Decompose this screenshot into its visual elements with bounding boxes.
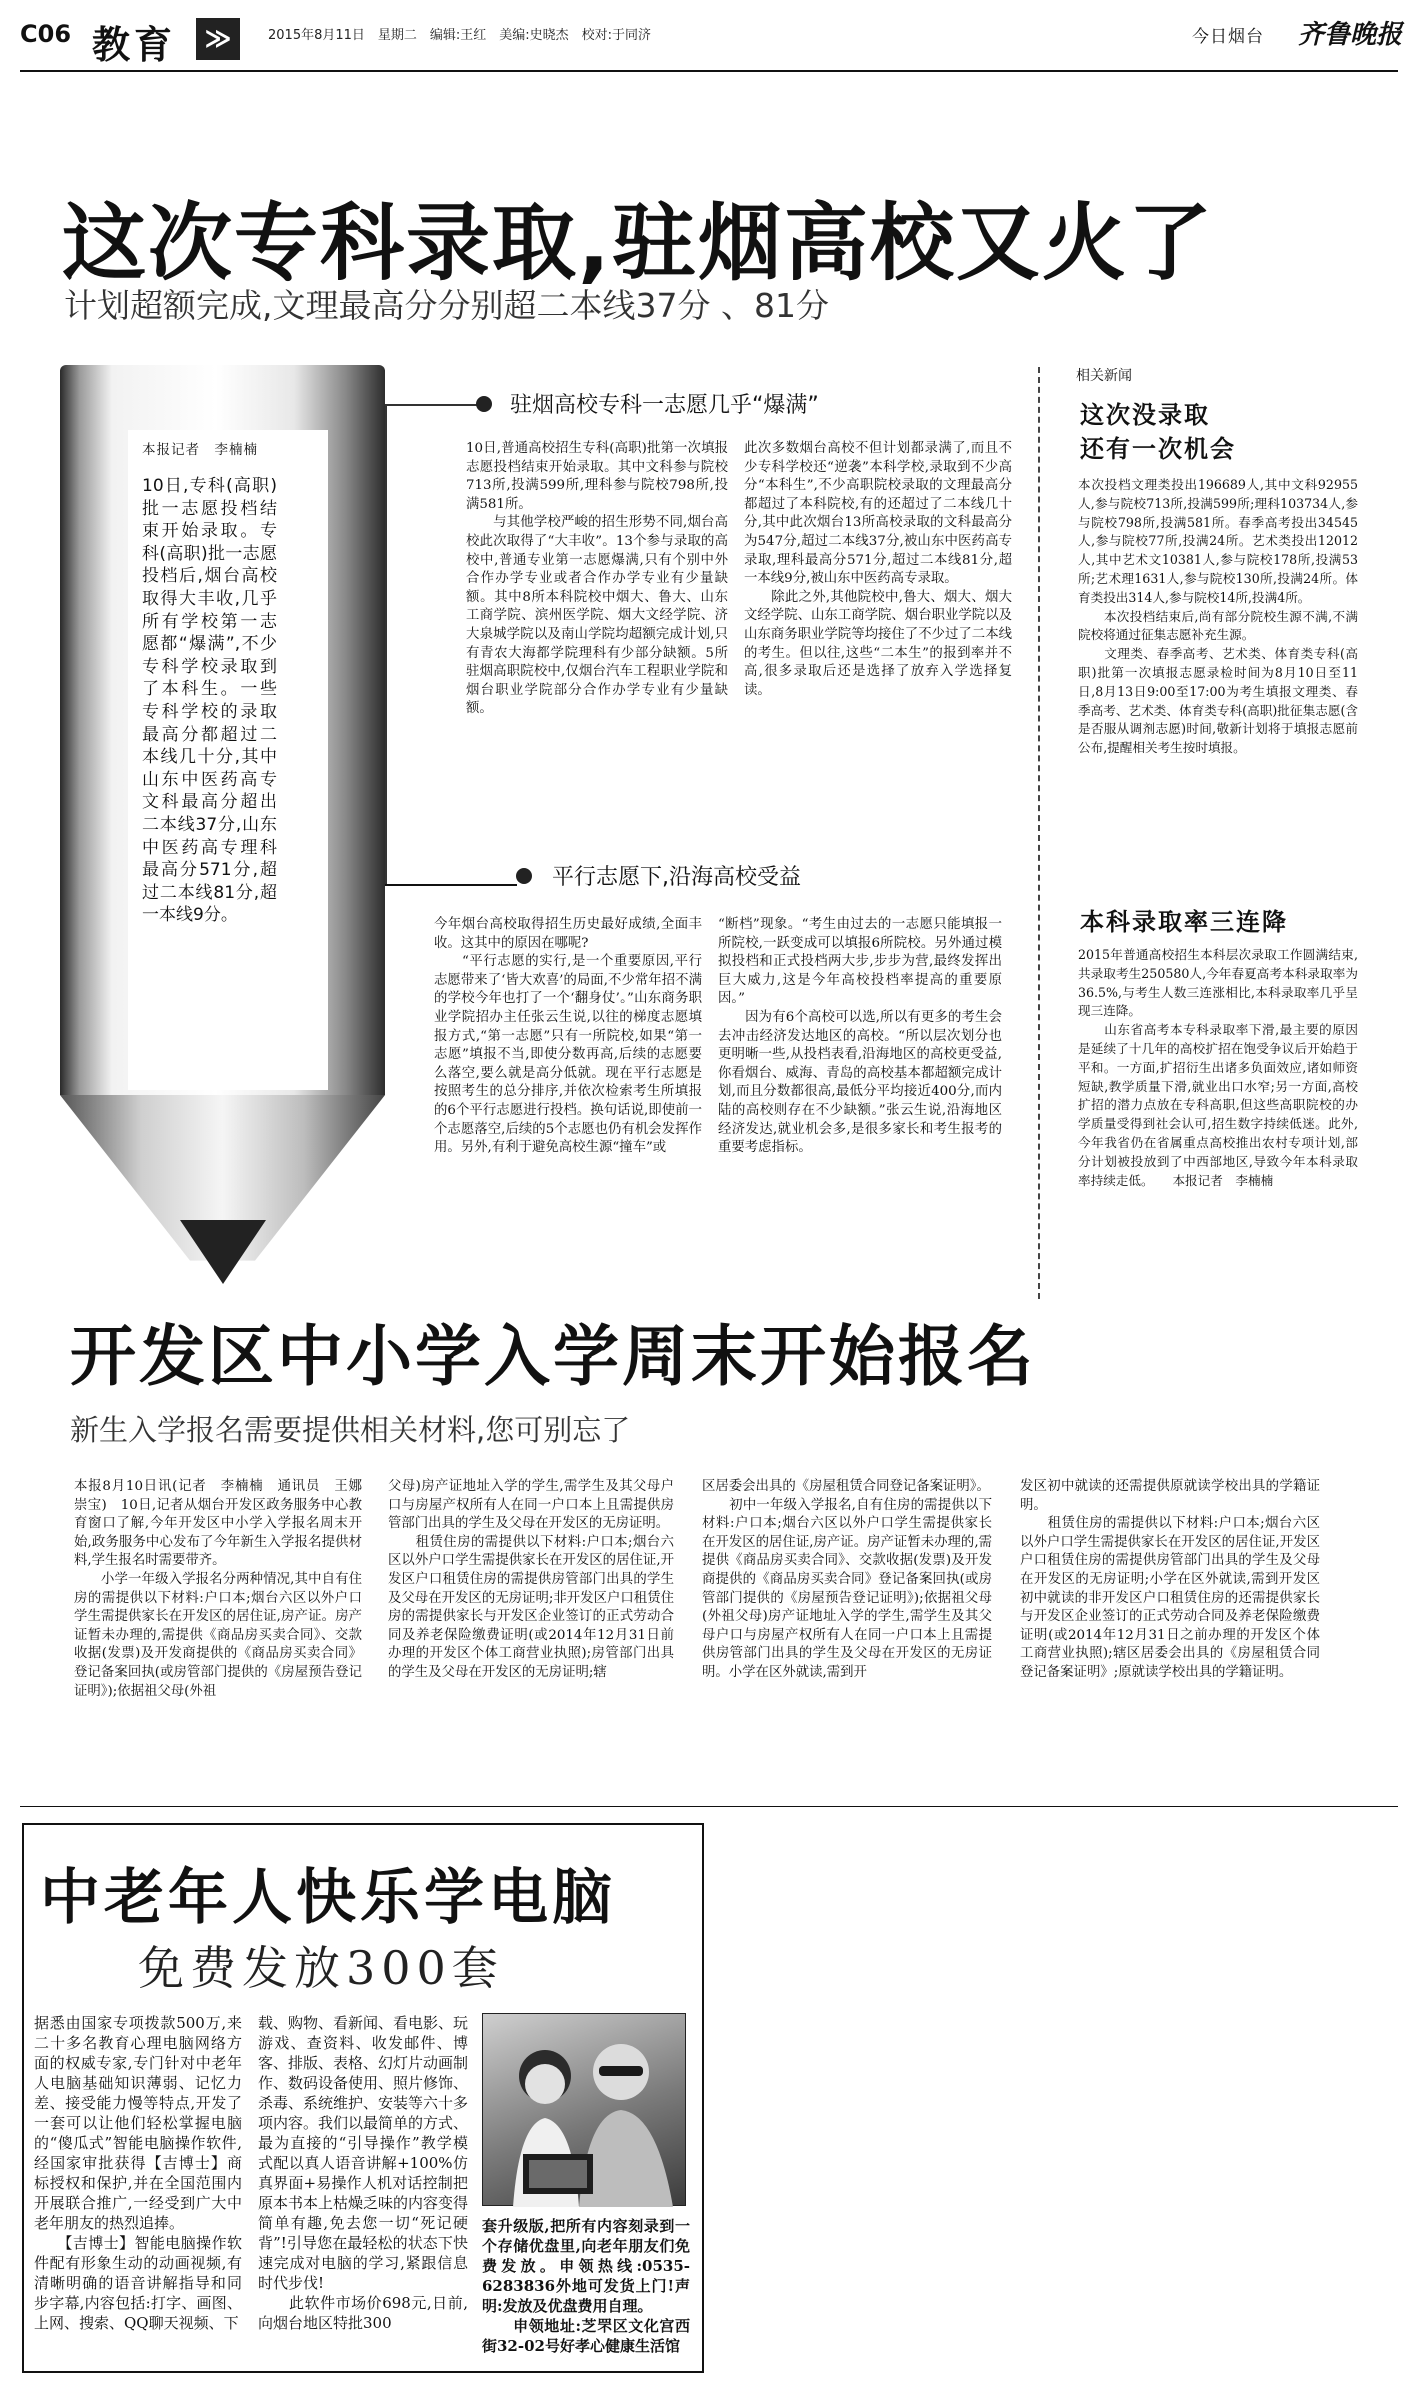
ad-photo-seniors-at-computer [482, 2013, 686, 2206]
paper-logo: 齐鲁晚报 [1298, 20, 1403, 50]
ad-column-3: 套升级版,把所有内容刻录到一个存储优盘里,向老年朋友们免费发放。申领热线:0535-6283836外地可发货上门!声明:发放及优盘费用自理。 申领地址:芝罘区文化宫西街32-02号好孝心健康生活馆 [482, 2217, 690, 2355]
ad-subheadline: 免费发放300套 [138, 1941, 504, 1995]
story2-column-1: 本报8月10日讯(记者 李楠楠 通讯员 王娜 崇宝) 10日,记者从烟台开发区政务服务中心教育窗口了解,今年开发区中小学入学报名周末开始,政务服务中心发布了今年新生入学报名提供材料,学生报名时需要带齐。 小学一年级入学报名分两种情况,其中自有住房的需提供以下材料:户口本;烟台六区以外户口学生需提供家长在开发区的居住证,房产证。房产证暂未办理的,需提供《商品房买卖合同》、交款收据(发票)及开发商提供的《商品房买卖合同》登记备案回执(或房管部门提供的《房屋预告登记证明》);依据祖父母(外祖 [74, 1479, 362, 1699]
sidebar-headline-2: 本科录取率三连降 [1080, 908, 1288, 936]
story2-column-4: 发区初中就读的还需提供原就读学校出具的学籍证明。 租赁住房的需提供以下材料:户口本;烟台六区以外户口学生需提供家长在开发区的居住证,开发区户口租赁住房的需提供房管部门出具的学生及父母在开发区的无房证明;小学在区外就读,需到开发区初中就读的非开发区户口租赁住房的还需提供家长与开发区企业签订的正式劳动合同及养老保险缴费证明(或2014年12月31日之前办理的开发区个体工商营业执照);辖区居委会出具的《房屋租赁合同登记备案证明》;原就读学校出具的学籍证明。 [1020, 1479, 1320, 1680]
ad-column-1: 据悉由国家专项拨款500万,来二十多名教育心理电脑网络方面的权威专家,专门针对中老年人电脑基础知识薄弱、记忆力差、接受能力慢等特点,开发了一套可以让他们轻松掌握电脑的“傻瓜式”智能电脑操作软件,经国家审批获得【吉博士】商标授权和保护,并在全国范围内开展联合推广,一经受到广大中老年朋友的热烈追捧。 【吉博士】智能电脑操作软件配有形象生动的动画视频,有清晰明确的语音讲解指导和同步字幕,内容包括:打字、画图、上网、搜索、QQ聊天视频、下 [34, 2014, 242, 2332]
ad-column-2: 载、购物、看新闻、看电影、玩游戏、查资料、收发邮件、博客、排版、表格、幻灯片动画制作、数码设备使用、照片修饰、杀毒、系统维护、安装等六十多项内容。我们以最简单的方式、最为直接的“引导操作”教学模式配以真人语音讲解+100%仿真界面+易操作人机对话控制把原本书本上枯燥乏味的内容变得简单有趣,免去您一切“死记硬背”!引导您在最轻松的状态下快速完成对电脑的学习,紧跟信息时代步伐! 此软件市场价698元,日前,向烟台地区特批300 [258, 2014, 469, 2332]
section-arrow-icon: ≫ [196, 18, 240, 60]
section-title: 教育 [92, 22, 177, 67]
sidebar-text-2: 2015年普通高校招生本科层次录取工作圆满结束,共录取考生250580人,今年春夏高考本科录取率为36.5%,与考生人数三连涨相比,本科录取率几乎呈现三连降。 山东省高考本专科录取率下滑,最主要的原因是延续了十几年的高校扩招在饱受争议后开始趋于平和。一方面,扩招衍生出诸多负面效应,诸如师资短缺,教学质量下滑,就业出口水窄;另一方面,高校扩招的潜力点放在专科高职,但这些高职院校的办学质量受得到社会认可,招生数字持续低迷。此外,今年我省仍在省属重点高校推出农村专项计划,部分计划被投放到了中西部地区,导致今年本科录取率持续走低。 本报记者 李楠楠 [1078, 947, 1358, 1188]
section2-heading: 平行志愿下,沿海高校受益 [552, 865, 801, 890]
ad-separator-rule [20, 1806, 1398, 1807]
sidebar-text-1: 本次投档文理类投出196689人,其中文科92955人,参与院校713所,投满599所;理科103734人,参与院校798所,投满581所。春季高考投出34545人,参与院校77所,投满24所。艺术类投出12012人,其中艺术文10381人,参与院校178所,投满53所;艺术理1631人,参与院校130所,投满24所。体育类投出314人,参与院校14所,投满4所。 本次投档结束后,尚有部分院校生源不满,不满院校将通过征集志愿补充生源。 文理类、春季高考、艺术类、体育类专科(高职)批第一次填报志愿录检时间为8月10日至11日,8月13日9:00至17:00为考生填报文理类、春季高考、艺术类、体育类专科(高职)批征集志愿(含是否服从调剂志愿)时间,敬新计划将于填报志愿前公布,提醒相关考生按时填报。 [1078, 477, 1358, 756]
ad-headline: 中老年人快乐学电脑 [40, 1863, 616, 1933]
section2-column-2: “断档”现象。“考生由过去的一志愿只能填报一所院校,一跃变成可以填报6所院校。另外通过模拟投档和正式投档两大步,步步为营,最终发挥出巨大威力,这是今年高校投档率提高的重要原因。” 因为有6个高校可以选,所以有更多的考生会去冲击经济发达地区的高校。“所以层次划分也更明晰一些,从投档表看,沿海地区的高校更受益,你看烟台、威海、青岛的高校基本都超额完成计划,而且分数都很高,最低分平均接近400分,而内陆的高校则存在不少缺额。”张云生说,沿海地区经济发达,就业机会多,是很多家长和考生报考的重要考虑指标。 [718, 917, 1002, 1156]
section2-column-1: 今年烟台高校取得招生历史最好成绩,全面丰收。这其中的原因在哪呢? “平行志愿的实行,是一个重要原因,平行志愿带来了‘皆大欢喜’的局面,不少常年招不满的学校今年也打了一个‘翻身仗’。”山东商务职业学院招办主任张云生说,以往的梯度志愿填报方式,“第一志愿”只有一所院校,如果“第一志愿”填报不当,即使分数再高,后续的志愿要么落空,要么就是高分低就。现在平行志愿是按照考生的总分排序,并依次检索考生所填报的6个平行志愿进行投档。换句话说,即使前一个志愿落空,后续的5个志愿也仍有机会发挥作用。另外,有利于避免高校生源“撞车”或 [434, 917, 702, 1156]
section2-bullet [516, 868, 532, 884]
page-number: C06 [20, 20, 72, 48]
story1-lead: 10日,专科(高职)批一志愿投档结束开始录取。专科(高职)批一志愿投档后,烟台高校取得大丰收,几乎所有学校第一志愿都“爆满”,不少专科学校录取到了本科生。一些专科学校的录取最高分都超过二本线几十分,其中山东中医药高专文科最高分超出二本线37分,山东中医药高专理科最高分571分,超过二本线81分,超一本线9分。 [142, 476, 277, 926]
story1-headline: 这次专科录取,驻烟高校又火了 [62, 194, 1214, 292]
story2-column-2: 父母)房产证地址入学的学生,需学生及其父母户口与房屋产权所有人在同一户口本上且需提供房管部门出具的学生及父母在开发区的无房证明。 租赁住房的需提供以下材料:户口本;烟台六区以外户口学生需提供家长在开发区的居住证,开发区户口租赁住房的需提供房管部门出具的学生及父母在开发区的无房证明;非开发区户口租赁住房的需提供家长与开发区企业签订的正式劳动合同及养老保险缴费证明(或2014年12月31日前办理的开发区个体工商营业执照);房管部门出具的学生及父母在开发区的无房证明;辖 [388, 1479, 674, 1680]
section1-column-2: 此次多数烟台高校不但计划都录满了,而且不少专科学校还“逆袭”本科学校,录取到不少高分“本科生”,不少高职院校录取的文理最高分都超过了本科院校,有的还超过了二本线几十分,其中此次烟台13所高校录取的文科最高分为547分,超过二本线37分,被山东中医药高专录取,理科最高分571分,超过二本线81分,超一本线9分,被山东中医药高专录取。 除此之外,其他院校中,鲁大、烟大、烟大文经学院、山东工商学院、烟台职业学院以及山东商务职业学院等均接住了不少过了二本线的考生。但以往,这些“二本生”的报到率并不高,很多录取后还是选择了放弃入学选择复读。 [744, 441, 1012, 698]
section1-bullet [476, 396, 492, 412]
story1-subheadline: 计划超额完成,文理最高分分别超二本线37分 、81分 [64, 286, 829, 325]
section2-connector [385, 884, 517, 886]
issue-meta: 2015年8月11日 星期二 编辑:王红 美编:史晓杰 校对:于同济 [268, 28, 652, 43]
story2-subheadline: 新生入学报名需要提供相关材料,您可别忘了 [70, 1413, 631, 1447]
section1-heading: 驻烟高校专科一志愿几乎“爆满” [510, 393, 819, 418]
related-news-tag: 相关新闻 [1072, 365, 1136, 385]
story1-byline: 本报记者 李楠楠 [142, 442, 258, 458]
section1-column-1: 10日,普通高校招生专科(高职)批第一次填报志愿投档结束开始录取。其中文科参与院校713所,投满599所,理科参与院校798所,投满581所。 与其他学校严峻的招生形势不同,烟台高校此次取得了“大丰收”。13个参与录取的高校中,普通专业第一志愿爆满,只有个别中外合作办学专业或者合作办学专业有少量缺额。其中8所本科院校中烟大、鲁大、山东工商学院、滨州医学院、烟大文经学院、济大泉城学院以及南山学院均超额完成计划,只有青农大海都学院理科有少部分缺额。5所驻烟高职院校中,仅烟台汽车工程职业学院和烟台职业学院部分合作办学专业有少量缺额。 [466, 441, 728, 717]
story2-headline: 开发区中小学入学周末开始报名 [70, 1318, 1036, 1395]
masthead-rule [20, 70, 1398, 72]
story2-column-3: 区居委会出具的《房屋租赁合同登记备案证明》。 初中一年级入学报名,自有住房的需提供以下材料:户口本;烟台六区以外户口学生需提供家长在开发区的居住证,房产证。房产证暂未办理的,需提供《商品房买卖合同》、交款收据(发票)及开发商提供的《商品房买卖合同》登记备案回执(或房管部门提供的《房屋预告登记证明》);依据祖父母(外祖父母)房产证地址入学的学生,需学生及其父母户口与房屋产权所有人在同一户口本上且需提供房管部门出具的学生及父母在开发区的无房证明。小学在区外就读,需到开 [702, 1479, 992, 1680]
sidebar-headline-1: 这次没录取 还有一次机会 [1080, 401, 1236, 463]
ad-photo-illustration [483, 2014, 687, 2207]
paper-edition-name: 今日烟台 [1192, 27, 1264, 47]
